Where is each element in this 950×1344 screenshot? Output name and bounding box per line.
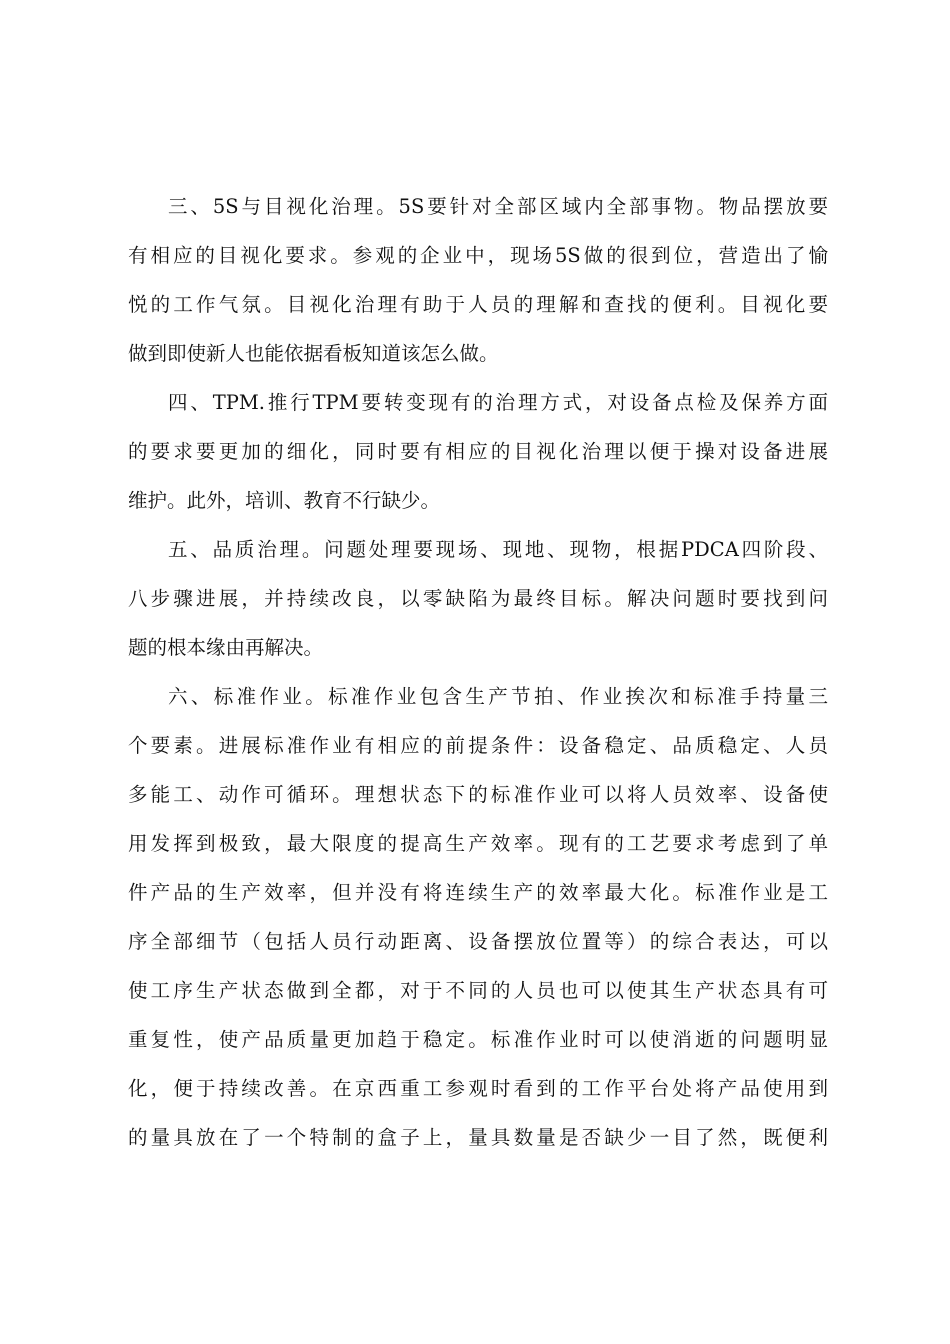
text-line: 重复性，使产品质量更加趋于稳定。标准作业时可以使消逝的问题明显 — [128, 1028, 828, 1051]
text-line: 维护。此外，培训、教育不行缺少。 — [128, 489, 441, 512]
text-line: 件产品的生产效率，但并没有将连续生产的效率最大化。标准作业是工 — [128, 881, 828, 904]
paragraph-standard-work — [128, 672, 828, 1162]
text-line: 有相应的目视化要求。参观的企业中，现场5S做的很到位，营造出了愉 — [128, 244, 828, 267]
text-line: 的要求要更加的细化，同时要有相应的目视化治理以便于操对设备进展 — [128, 440, 828, 463]
text-line: 用发挥到极致，最大限度的提高生产效率。现有的工艺要求考虑到了单 — [128, 832, 828, 855]
text-line: 三、5S与目视化治理。5S要针对全部区域内全部事物。物品摆放要 — [168, 195, 828, 218]
text-line: 六、标准作业。标准作业包含生产节拍、作业挨次和标准手持量三 — [168, 685, 828, 708]
text-line: 个要素。进展标准作业有相应的前提条件：设备稳定、品质稳定、人员 — [128, 734, 828, 757]
document-body — [128, 182, 828, 1162]
paragraph-quality — [128, 525, 828, 672]
text-line: 题的根本缘由再解决。 — [128, 636, 324, 659]
text-line: 多能工、动作可循环。理想状态下的标准作业可以将人员效率、设备使 — [128, 783, 828, 806]
paragraph-5s — [128, 182, 828, 378]
paragraph-tpm — [128, 378, 828, 525]
text-line: 做到即使新人也能依据看板知道该怎么做。 — [128, 342, 499, 365]
text-line: 使工序生产状态做到全都，对于不同的人员也可以使其生产状态具有可 — [128, 979, 828, 1002]
text-line: 化，便于持续改善。在京西重工参观时看到的工作平台处将产品使用到 — [128, 1077, 828, 1100]
text-line: 序全部细节（包括人员行动距离、设备摆放位置等）的综合表达，可以 — [128, 930, 828, 953]
text-line: 的量具放在了一个特制的盒子上，量具数量是否缺少一目了然，既便利 — [128, 1126, 828, 1149]
text-line: 悦的工作气氛。目视化治理有助于人员的理解和查找的便利。目视化要 — [128, 293, 828, 316]
text-line: 八步骤进展，并持续改良，以零缺陷为最终目标。解决问题时要找到问 — [128, 587, 828, 610]
text-line: 五、品质治理。问题处理要现场、现地、现物，根据PDCA四阶段、 — [168, 538, 828, 561]
text-line: 四、TPM.推行TPM要转变现有的治理方式，对设备点检及保养方面 — [168, 391, 828, 414]
